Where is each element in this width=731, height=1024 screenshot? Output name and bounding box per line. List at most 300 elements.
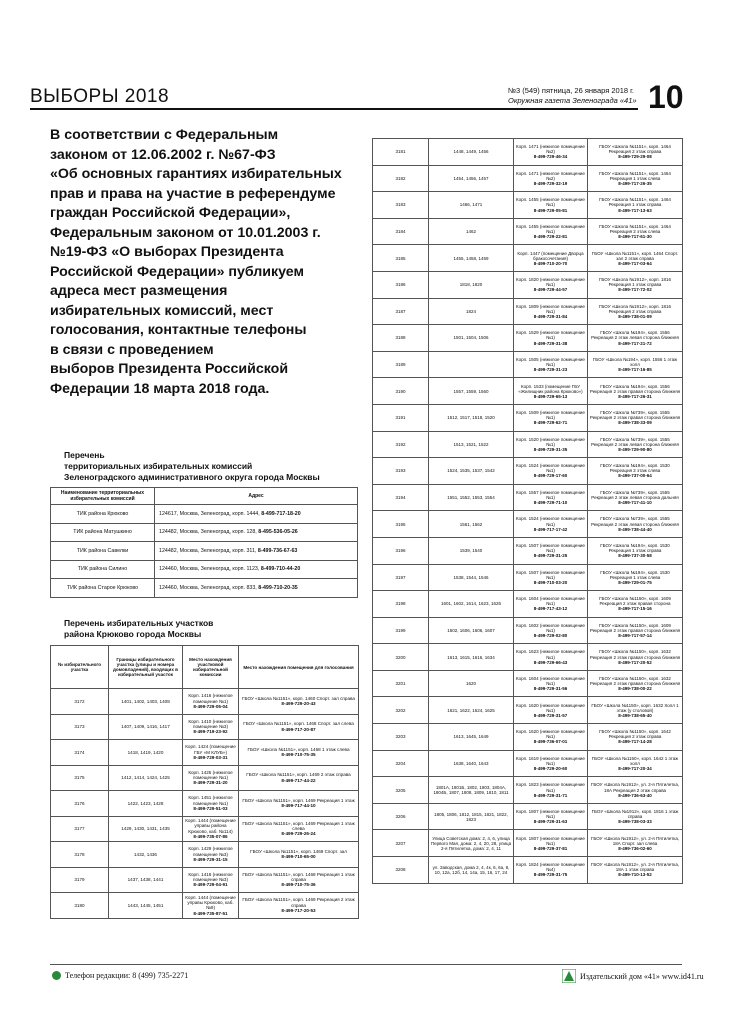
precinct-houses: 1437, 1438, 1441 (109, 867, 183, 893)
precinct-row (373, 484, 683, 511)
precinct-row (373, 218, 683, 245)
precinct-row (373, 431, 683, 458)
precinct-houses: 1412, 1414, 1424, 1425 (109, 765, 183, 791)
precinct-commission-place: Корп. 1505 (нежилое помещение №1) (516, 356, 585, 367)
precinct-commission-phone: 8-499-729-37-81 (533, 845, 568, 851)
precinct-commission (183, 714, 239, 740)
precinct-commission (514, 192, 588, 219)
precinct-commission (514, 325, 588, 352)
precincts-title (64, 618, 213, 640)
precinct-voting (588, 511, 683, 538)
precinct-commission-place: Корп. 1524 (нежилое помещение №1) (516, 463, 585, 474)
precinct-commission-place: Корп. 1507 (нежилое помещение №1) (516, 569, 585, 580)
precinct-commission-place: Корп. 1557 (нежилое помещение №1) (516, 489, 585, 500)
commissions-title-line: территориальных избирательных комиссий (64, 461, 253, 471)
precinct-voting-place: ГБОУ «Школа №1150», корп. 1642 1 этаж холл (591, 755, 679, 766)
precinct-number: 3183 (373, 192, 429, 219)
commission-address (155, 523, 358, 542)
commission-row (51, 560, 358, 579)
precinct-voting-phone: 8-499-736-02-60 (618, 845, 652, 851)
precinct-voting (588, 777, 683, 804)
precinct-commission (514, 139, 588, 166)
precinct-commission-phone: 8-499-729-02-80 (533, 633, 568, 639)
precinct-voting-phone: 8-499-738-01-09 (618, 313, 652, 319)
precinct-commission-phone: 8-499-729-62-71 (533, 420, 568, 426)
precinct-commission (514, 378, 588, 405)
precinct-number: 3194 (373, 484, 429, 511)
precinct-row (51, 714, 359, 740)
precinct-voting (588, 644, 683, 671)
precinct-voting-phone: 8-499-717-57-14 (618, 633, 652, 639)
precinct-commission (514, 750, 588, 777)
precinct-voting-phone: 8-499-738-33-09 (618, 420, 652, 426)
precinct-row (373, 591, 683, 618)
page-number: 10 (648, 79, 684, 115)
commissions-title-line: Перечень (64, 450, 105, 460)
precinct-number: 3204 (373, 750, 429, 777)
precinct-row (373, 830, 683, 857)
commission-address-text: 124482, Москва, Зеленоград, корп. 311, (159, 547, 257, 554)
precinct-commission-place: Корп. 1604 (нежилое помещение №1) (516, 676, 585, 687)
precinct-commission (514, 404, 588, 431)
precinct-commission (514, 218, 588, 245)
commissions-header-name: Наименование территориальных избирательных комиссий (51, 488, 155, 505)
precinct-voting-place: ГБОУ «Школа №1912», корп. 1816 Рекреация 2 этаж справа (598, 303, 672, 314)
precinct-commission-phone: 8-499-729-17-60 (533, 473, 568, 479)
precinct-row (373, 644, 683, 671)
precinct-voting-phone: 8-499-737-30-58 (618, 553, 652, 559)
precinct-commission (183, 816, 239, 842)
precinct-commission-phone: 8-499-729-46-34 (533, 154, 568, 160)
commission-address (155, 505, 358, 524)
precinct-row (373, 511, 683, 538)
precinct-voting-phone: 8-499-717-20-87 (281, 726, 316, 732)
precinct-row (373, 697, 683, 724)
precinct-number: 3178 (51, 842, 109, 868)
precinct-commission-place: Корп. 1424 (помещение ГБУ «М КЛУБ») (185, 744, 236, 755)
precinct-number: 3172 (51, 689, 109, 715)
precinct-voting-place: ГБОУ «Школа №1912», ул. 2-я Пятилетка, 18А 1 этаж справа (590, 862, 680, 873)
precinct-houses: ул. Заводская, дома 2, 4, 4к, 6, 6а, 8, 10, 12а, 12б, 14, 14а, 15, 16, 17, 24 (429, 857, 514, 884)
precinct-row (51, 816, 359, 842)
precinct-commission (514, 484, 588, 511)
precinct-commission-phone: 8-499-710-20-70 (533, 260, 568, 266)
precinct-commission-place: Корп. 1520 (нежилое помещение №1) (516, 436, 585, 447)
precinct-houses: 1638, 1640, 1643 (429, 750, 514, 777)
precinct-commission-phone: 8-499-729-31-20 (193, 780, 228, 786)
precinct-commission (514, 458, 588, 485)
commissions-title (64, 450, 320, 483)
precinct-commission-phone: 8-499-729-20-60 (533, 766, 568, 771)
precinct-houses: 1501, 1504, 1506 (429, 325, 514, 352)
precinct-number: 3188 (373, 325, 429, 352)
precinct-commission-phone: 8-499-729-65-13 (533, 393, 568, 399)
precinct-number: 3193 (373, 458, 429, 485)
precinct-number: 3196 (373, 537, 429, 564)
precinct-voting-phone: 8-499-729-90-80 (618, 446, 652, 452)
precinct-commission-place: Корп. 1533 (помещение ГБУ «Жилищник района Крюково») (518, 383, 583, 394)
precinct-commission-place: Корп. 1410 (нежилое помещение №3) (188, 718, 233, 730)
commission-name: ТИК района Крюково (51, 505, 155, 524)
precinct-voting-place: ГБОУ «Школа №1150», корп. 1642 Рекреация 2 этаж справа (599, 729, 671, 740)
precinct-houses: 1407, 1409, 1416, 1417 (109, 714, 183, 740)
precinct-voting-phone: 8-499-738-03-33 (618, 819, 652, 825)
precinct-voting-phone: 8-499-717-41-10 (618, 500, 652, 506)
precinct-commission-place: Корп. 1416 (нежилое помещение №3) (188, 871, 233, 883)
precinct-voting-place: ГБОУ «Школа №1151», корп. 1468 Рекреация 1 этаж справа (242, 871, 355, 883)
precinct-houses: 1448, 1449, 1456 (429, 139, 514, 166)
precinct-row (373, 617, 683, 644)
precinct-commission (514, 511, 588, 538)
precinct-row (373, 777, 683, 804)
precinct-number: 3208 (373, 857, 429, 884)
precinct-houses: 1602, 1606, 1606, 1607 (429, 617, 514, 644)
precinct-houses: 1418, 1419, 1420 (109, 740, 183, 766)
precinct-number: 3179 (51, 867, 109, 893)
precinct-commission (514, 591, 588, 618)
precinct-commission-phone: 8-499-735-87-51 (193, 910, 228, 916)
precinct-commission (183, 893, 239, 919)
precinct-voting-phone: 8-499-738-44-40 (618, 526, 652, 532)
precinct-commission-phone: 8-499-729-32-19 (533, 180, 568, 186)
precinct-voting-place: ГБОУ «Школа №1151», корп. 1469 Рекреация 1 этаж (242, 797, 355, 803)
precinct-row (373, 857, 683, 884)
precinct-commission (183, 867, 239, 893)
precinct-row (373, 245, 683, 272)
precinct-voting-place: ГБОУ «Школа №1151», корп. 1464 Рекреация 2 этаж справа (599, 144, 671, 155)
precinct-voting-phone: 8-499-717-44-22 (281, 777, 316, 783)
precinct-commission-phone: 8-499-729-31-84 (533, 313, 568, 319)
precinct-commission-place: Корп. 1507 (нежилое помещение №1) (516, 543, 585, 554)
precinct-voting-place: ГБОУ «Школа №1151», корп. 1469 Рекреация 2 этаж справа (242, 897, 355, 908)
issue-info (508, 86, 637, 106)
precinct-voting-place: ГБОУ «Школа №1151», корп. 1468 Спорт. зал слева (243, 721, 354, 727)
precinct-commission-place: Корп. 1425 (нежилое помещение №1) (188, 769, 233, 781)
precinct-commission-place: Корп. 1444 (помещение управы Крюково, каб. №9) (185, 894, 236, 911)
precinct-commission (514, 777, 588, 804)
precinct-voting-place: ГБОУ «Школа №739», корп. 1555 Рекреация 2 этаж правая сторона ближняя (589, 410, 681, 421)
commission-address-text: 124617, Москва, Зеленоград, корп. 1444, (159, 510, 260, 517)
precinct-houses: 1613, 1645, 1649 (429, 724, 514, 751)
precinct-voting (588, 750, 683, 777)
precinct-row (373, 139, 683, 166)
precinct-voting-place: ГБОУ «Школа №1151», корп. 1464 Рекреация 1 этаж слева (599, 170, 671, 181)
precinct-voting-phone: 8-499-717-26-31 (618, 393, 652, 399)
precinct-voting (588, 458, 683, 485)
precinct-commission-phone: 8-499-729-22-81 (533, 234, 568, 240)
precinct-commission-place: Корп. 1620 (нежилое помещение №1) (516, 702, 585, 713)
precincts-title-line: района Крюково города Москвы (64, 629, 202, 639)
precinct-voting-place: ГБОУ «Школа №1150», корп. 1632 Рекреация 2 этаж правая сторона ближняя (589, 676, 681, 687)
precinct-commission-phone: 8-499-736-07-01 (533, 739, 568, 745)
footer-divider (50, 964, 682, 965)
precinct-voting-phone: 8-499-717-14-28 (618, 739, 652, 745)
section-title: ВЫБОРЫ 2018 (30, 86, 170, 107)
commission-row (51, 523, 358, 542)
precinct-voting-place: ГБОУ «Школа №1151», корп. 1469 Рекреация 1 этаж слева (242, 820, 355, 832)
precinct-voting (588, 724, 683, 751)
precinct-row (51, 689, 359, 715)
intro-line: В соответствии с Федеральным (50, 127, 279, 143)
precinct-houses: 1513, 1521, 1522 (429, 431, 514, 458)
precinct-commission-phone: 8-499-729-05-81 (533, 207, 568, 213)
precinct-commission-place: Корп. 1447 (помещение Дворца бракосочетания) (517, 250, 584, 261)
precinct-row (51, 791, 359, 817)
precinct-commission-phone: 8-499-729-31-75 (533, 872, 568, 878)
precinct-row (373, 378, 683, 405)
commission-row (51, 505, 358, 524)
precinct-commission-place: Корп. 1823 (нежилое помещение №1) (516, 782, 585, 793)
precinct-houses: Улица Советская дома: 2, 4, 6, улица Первого Мая, дома: 2, 4, 20, 28, улица 2-я Пятилетка, дома: 2, 4, 11 (429, 830, 514, 857)
precinct-commission-place: Корп. 1451 (нежилое помещение №1) (188, 795, 233, 806)
precinct-voting (239, 816, 359, 842)
precinct-commission-phone: 8-499-717-17-42 (533, 526, 568, 532)
precinct-houses: 1805, 1806, 1812, 1815, 1821, 1822, 1823 (429, 803, 514, 830)
precinct-commission (183, 791, 239, 817)
precinct-commission (514, 245, 588, 272)
precinct-voting (239, 689, 359, 715)
precinct-number: 3200 (373, 644, 429, 671)
precinct-commission (514, 644, 588, 671)
intro-line: граждан Российской Федерации», (50, 205, 291, 221)
precinct-voting (588, 830, 683, 857)
precinct-number: 3182 (373, 165, 429, 192)
precinct-voting (239, 791, 359, 817)
precinct-number: 3199 (373, 617, 429, 644)
precinct-houses: 1538, 1544, 1546 (429, 564, 514, 591)
precinct-commission (514, 803, 588, 830)
precinct-voting-place: ГБОУ «Школа №194», корп. 1530 Рекреация 2 этаж слева (600, 463, 670, 474)
precinct-row (51, 842, 359, 868)
precinct-number: 3176 (51, 791, 109, 817)
commissions-table (50, 487, 358, 598)
precinct-houses: 1432, 1436 (109, 842, 183, 868)
precinct-commission-phone: 8-499-735-07-86 (193, 834, 228, 840)
precinct-commission-place: Корп. 1604 (нежилое помещение №1) (516, 596, 585, 607)
precinct-voting (239, 842, 359, 868)
precinct-voting-phone: 8-499-717-44-10 (281, 803, 316, 809)
precinct-houses: 1801А, 1801Б, 1802, 1803, 1804А, 1804Б, 1807, 1808, 1809, 1810, 1811 (429, 777, 514, 804)
precinct-commission (183, 689, 239, 715)
precincts-header-number: № избирательного участка (51, 646, 109, 689)
precinct-row (373, 724, 683, 751)
precinct-number: 3181 (373, 139, 429, 166)
precinct-houses: 1466, 1471 (429, 192, 514, 219)
precinct-number: 3206 (373, 803, 429, 830)
precinct-number: 3191 (373, 404, 429, 431)
precinct-voting (239, 893, 359, 919)
precinct-commission-place: Корп. 1509 (нежилое помещение №1) (516, 410, 585, 421)
precinct-commission-phone: 8-499-717-43-12 (533, 606, 568, 612)
precinct-commission-place: Корп. 1455 (нежилое помещение №1) (516, 223, 585, 235)
precinct-voting (588, 431, 683, 458)
precinct-voting-phone: 8-499-738-65-40 (618, 712, 652, 718)
precinct-commission-place: Корп. 1529 (нежилое помещение №1) (516, 330, 585, 341)
precinct-commission-place: Корп. 1416 (нежилое помещение №1) (188, 693, 233, 704)
precinct-commission-place: Корп. 1524 (нежилое помещение №1) (516, 516, 585, 527)
footer-phone (52, 971, 188, 980)
precinct-voting (588, 803, 683, 830)
precinct-number: 3174 (51, 740, 109, 766)
precinct-row (373, 750, 683, 777)
precinct-voting-phone: 8-499-717-21-72 (618, 340, 652, 346)
precinct-commission-phone: 8-499-729-04-91 (193, 882, 228, 888)
precinct-number: 3185 (373, 245, 429, 272)
precinct-row (51, 740, 359, 766)
precinct-commission (514, 857, 588, 884)
precinct-row (51, 765, 359, 791)
commission-name: ТИК района Савелки (51, 542, 155, 561)
precinct-number: 3207 (373, 830, 429, 857)
precinct-commission-phone: 8-499-729-31-15 (193, 856, 228, 862)
precinct-voting-phone: 8-499-729-01-75 (618, 579, 652, 585)
precinct-number: 3189 (373, 351, 429, 378)
precinct-voting (588, 670, 683, 697)
precinct-voting-place: ГБОУ «Школа №1151», корп. 1468 1 этаж слева (247, 746, 350, 752)
precinct-houses: 1551, 1552, 1553, 1554 (429, 484, 514, 511)
precinct-number: 3173 (51, 714, 109, 740)
precinct-voting-place: ГБОУ «Школа №1151», корп. 1464 Спорт. зал 2 этаж справа (591, 250, 679, 261)
precinct-voting (239, 765, 359, 791)
precinct-number: 3180 (51, 893, 109, 919)
paper-name: Окружная газета Зеленограда «41» (508, 96, 637, 105)
precinct-voting-place: ГБОУ «Школа №194», корп. 1530 Рекреация 1 этаж слева (600, 569, 670, 580)
precinct-number: 3186 (373, 271, 429, 298)
precinct-commission-phone: 8-499-729-66-43 (533, 659, 568, 665)
precinct-commission (183, 842, 239, 868)
precinct-number: 3203 (373, 724, 429, 751)
phone-icon (52, 971, 61, 980)
precinct-voting (588, 564, 683, 591)
intro-line: голосования, контактные телефоны (50, 322, 307, 338)
precinct-commission-phone: 8-499-710-03-20 (533, 579, 568, 585)
precinct-commission-phone: 8-499-729-31-35 (533, 446, 568, 452)
footer-publisher (562, 969, 704, 983)
precinct-number: 3198 (373, 591, 429, 618)
commission-phone: 8-499-710-20-35 (258, 584, 298, 591)
commission-address (155, 560, 358, 579)
precinct-commission-phone: 8-499-719-23-92 (193, 729, 228, 735)
precinct-houses (429, 351, 514, 378)
precinct-voting-place: ГБОУ «Школа №1151», корп. 1460 Спорт. зал справа (242, 695, 355, 701)
precincts-header-bounds: Границы избирательного участка (улицы и номера домовладений), входящих в избирательный участок (109, 646, 183, 689)
commission-name: ТИК района Матушкино (51, 523, 155, 542)
precinct-voting-place: ГБОУ «Школа №1150», корп. 1632 Холл 1 этаж (у столовой) (591, 702, 679, 713)
precinct-voting-phone: 8-499-717-61-30 (618, 234, 652, 240)
precinct-houses: 1401, 1402, 1403, 1408 (109, 689, 183, 715)
precinct-commission-place: Корп. 1809 (нежилое помещение №1) (516, 303, 585, 314)
precinct-commission-phone: 8-499-729-31-57 (533, 712, 568, 718)
precinct-houses: 1621, 1622, 1624, 1625 (429, 697, 514, 724)
intro-statement (50, 126, 368, 399)
precinct-row (51, 893, 359, 919)
precinct-voting-place: ГБОУ «Школа №739», корп. 1555 Рекреация 2 этаж левая сторона ближняя (591, 516, 679, 527)
precinct-commission-place: Корп. 1455 (нежилое помещение №1) (516, 197, 585, 208)
precinct-commission-phone: 8-499-729-31-38 (533, 340, 568, 346)
precinct-voting-phone: 8-499-717-72-02 (618, 287, 652, 293)
precinct-voting-phone: 8-499-729-29-08 (618, 154, 652, 160)
precincts-header-voting: Место нахождения помещения для голосования (239, 646, 359, 689)
precinct-commission-place: Корп. 1824 (нежилое помещение №4) (516, 862, 585, 873)
precinct-commission-place: Корп. 1820 (нежилое помещение №1) (516, 277, 585, 288)
intro-line: Федеральным законом от 10.01.2003 г. (50, 224, 321, 241)
intro-line: в связи с проведением (50, 341, 214, 358)
precinct-commission-place: Корп. 1471 (нежилое помещение №2) (516, 144, 585, 155)
precinct-commission (514, 564, 588, 591)
precinct-commission-phone: 8-499-729-31-71 (533, 792, 568, 798)
precinct-number: 3201 (373, 670, 429, 697)
precinct-voting-phone: 8-499-717-13-63 (618, 207, 652, 213)
publisher-logo-icon (562, 969, 576, 983)
intro-line: Федерации 18 марта 2018 года. (50, 380, 270, 397)
precinct-number: 3190 (373, 378, 429, 405)
precinct-commission (514, 670, 588, 697)
precinct-commission-place: Корп. 1623 (нежилое помещение №1) (516, 649, 585, 660)
precinct-houses: 1462 (429, 218, 514, 245)
precinct-voting-place: ГБОУ «Школа №1150», корп. 1609 Рекреация 2 этаж правая сторона ближняя (589, 622, 681, 633)
precinct-voting (239, 740, 359, 766)
intro-line: «Об основных гарантиях избирательных (50, 166, 342, 182)
intro-line: выборов Президента Российской (50, 361, 289, 377)
precinct-voting (239, 714, 359, 740)
precinct-houses: 1455, 1458, 1459 (429, 245, 514, 272)
footer-phone-text: Телефон редакции: 8 (499) 735-2271 (65, 971, 189, 980)
precinct-voting-place: ГБОУ «Школа №1151», корп. 1464 Рекреация 2 этаж слева (599, 223, 671, 235)
precinct-voting-place: ГБОУ «Школа №1912», ул. 2-я Пятилетка, 18А Спорт. зал слева (590, 835, 680, 846)
precinct-voting (588, 697, 683, 724)
precinct-voting (239, 867, 359, 893)
precinct-voting-place: ГБОУ «Школа №1151», корп. 1464 Рекреация 1 этаж справа (599, 197, 671, 208)
commission-phone: 8-495-536-05-26 (258, 529, 298, 536)
precinct-row (373, 537, 683, 564)
precinct-voting-phone: 8-499-717-03-64 (618, 260, 652, 266)
intro-line: адреса мест размещения (50, 283, 228, 299)
precinct-houses: 1601, 1602, 1614, 1623, 1626 (429, 591, 514, 618)
precinct-commission-phone: 8-499-729-44-57 (533, 287, 568, 293)
precinct-commission-phone: 8-499-729-05-04 (193, 703, 228, 709)
precinct-commission (514, 830, 588, 857)
intro-line: №19-ФЗ «О выборах Президента (50, 244, 284, 260)
precinct-row (373, 271, 683, 298)
precinct-houses: 1524, 1535, 1537, 1542 (429, 458, 514, 485)
precinct-voting (588, 404, 683, 431)
precinct-commission-place: Корп. 1429 (нежилое помещение №3) (188, 846, 233, 857)
precincts-table (50, 645, 359, 919)
precinct-commission (514, 697, 588, 724)
precinct-voting-phone: 8-499-738-00-22 (618, 686, 652, 692)
commission-address-text: 124460, Москва, Зеленоград, корп. 833, (159, 584, 257, 591)
precinct-row (373, 165, 683, 192)
intro-line: прав и права на участие в референдуме (50, 185, 336, 202)
precinct-voting (588, 165, 683, 192)
precinct-voting-place: ГБОУ «Школа №194», корп. 1556 1 этаж холл (592, 356, 678, 367)
intro-line: избирательных комиссий, мест (50, 302, 274, 319)
commission-address (155, 579, 358, 598)
precincts-header-commission: Место нахождения участковой избирательной комиссии (183, 646, 239, 689)
precinct-commission-place: Корп. 1620 (нежилое помещение №1) (516, 729, 585, 740)
precinct-voting-phone: 8-499-717-20-53 (281, 907, 316, 913)
precinct-houses: 1454, 1456, 1457 (429, 165, 514, 192)
commission-address-text: 124460, Москва, Зеленоград, корп. 1123, (159, 566, 260, 573)
precinct-voting-phone: 8-499-717-20-52 (618, 659, 652, 665)
precinct-voting-place: ГБОУ «Школа №194», корп. 1556 Рекреация 2 этаж правая сторона ближняя (589, 383, 681, 394)
precinct-voting (588, 378, 683, 405)
footer-publisher-text: Издательский дом «41» www.id41.ru (580, 971, 704, 981)
precinct-voting-phone: 8-499-710-13-52 (618, 872, 652, 878)
precinct-voting-phone: 8-499-717-16-85 (618, 367, 652, 373)
header-divider (30, 108, 638, 110)
precinct-row (373, 564, 683, 591)
